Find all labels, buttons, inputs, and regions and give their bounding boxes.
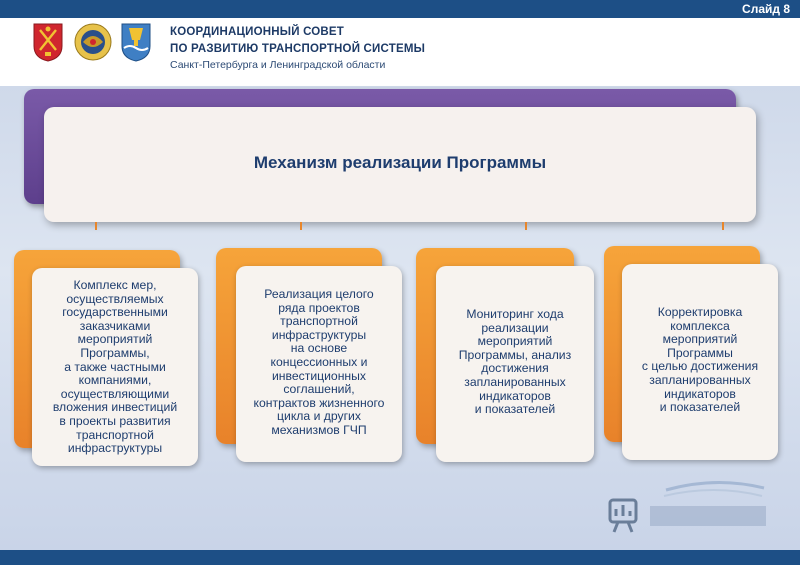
connector-4 <box>722 222 724 230</box>
connector-1 <box>95 222 97 230</box>
main-title: Механизм реализации Программы <box>253 153 547 172</box>
card-3-text: Мониторинг хода реализации мероприятий Программы, анализ достижения запланированных индикаторов и показателей <box>458 307 572 417</box>
ministry-eagle-emblem-icon <box>72 22 114 62</box>
card-1-text: Комплекс мер, осуществляемых государственными заказчиками мероприятий Программы, а также частными компаниями, осуществляющими вложения инвестиций в проекты развития транспортной инфраструктуры <box>52 278 178 456</box>
bottom-bar <box>0 550 800 565</box>
slide-number: Слайд 8 <box>742 2 790 16</box>
org-title-line-1: КООРДИНАЦИОННЫЙ СОВЕТ <box>170 26 345 38</box>
org-subtitle: Санкт-Петербурга и Ленинградской области <box>170 59 386 71</box>
org-title-line-2: ПО РАЗВИТИЮ ТРАНСПОРТНОЙ СИСТЕМЫ <box>170 43 426 55</box>
top-bar <box>0 0 800 18</box>
card-2-text: Реализация целого ряда проектов транспортной инфраструктуры на основе концессионных и инвестиционных соглашений, контрактов жизненного цикла и других механизмов ГЧП <box>253 287 385 437</box>
card-4-text: Корректировка комплекса мероприятий Программы с целью достижения запланированных индикаторов и показателей <box>641 305 759 415</box>
spb-coat-of-arms-icon <box>32 22 64 62</box>
myshared-logo-icon <box>606 476 772 538</box>
connector-3 <box>525 222 527 230</box>
leningrad-oblast-coat-of-arms-icon <box>120 22 152 62</box>
connector-2 <box>300 222 302 230</box>
